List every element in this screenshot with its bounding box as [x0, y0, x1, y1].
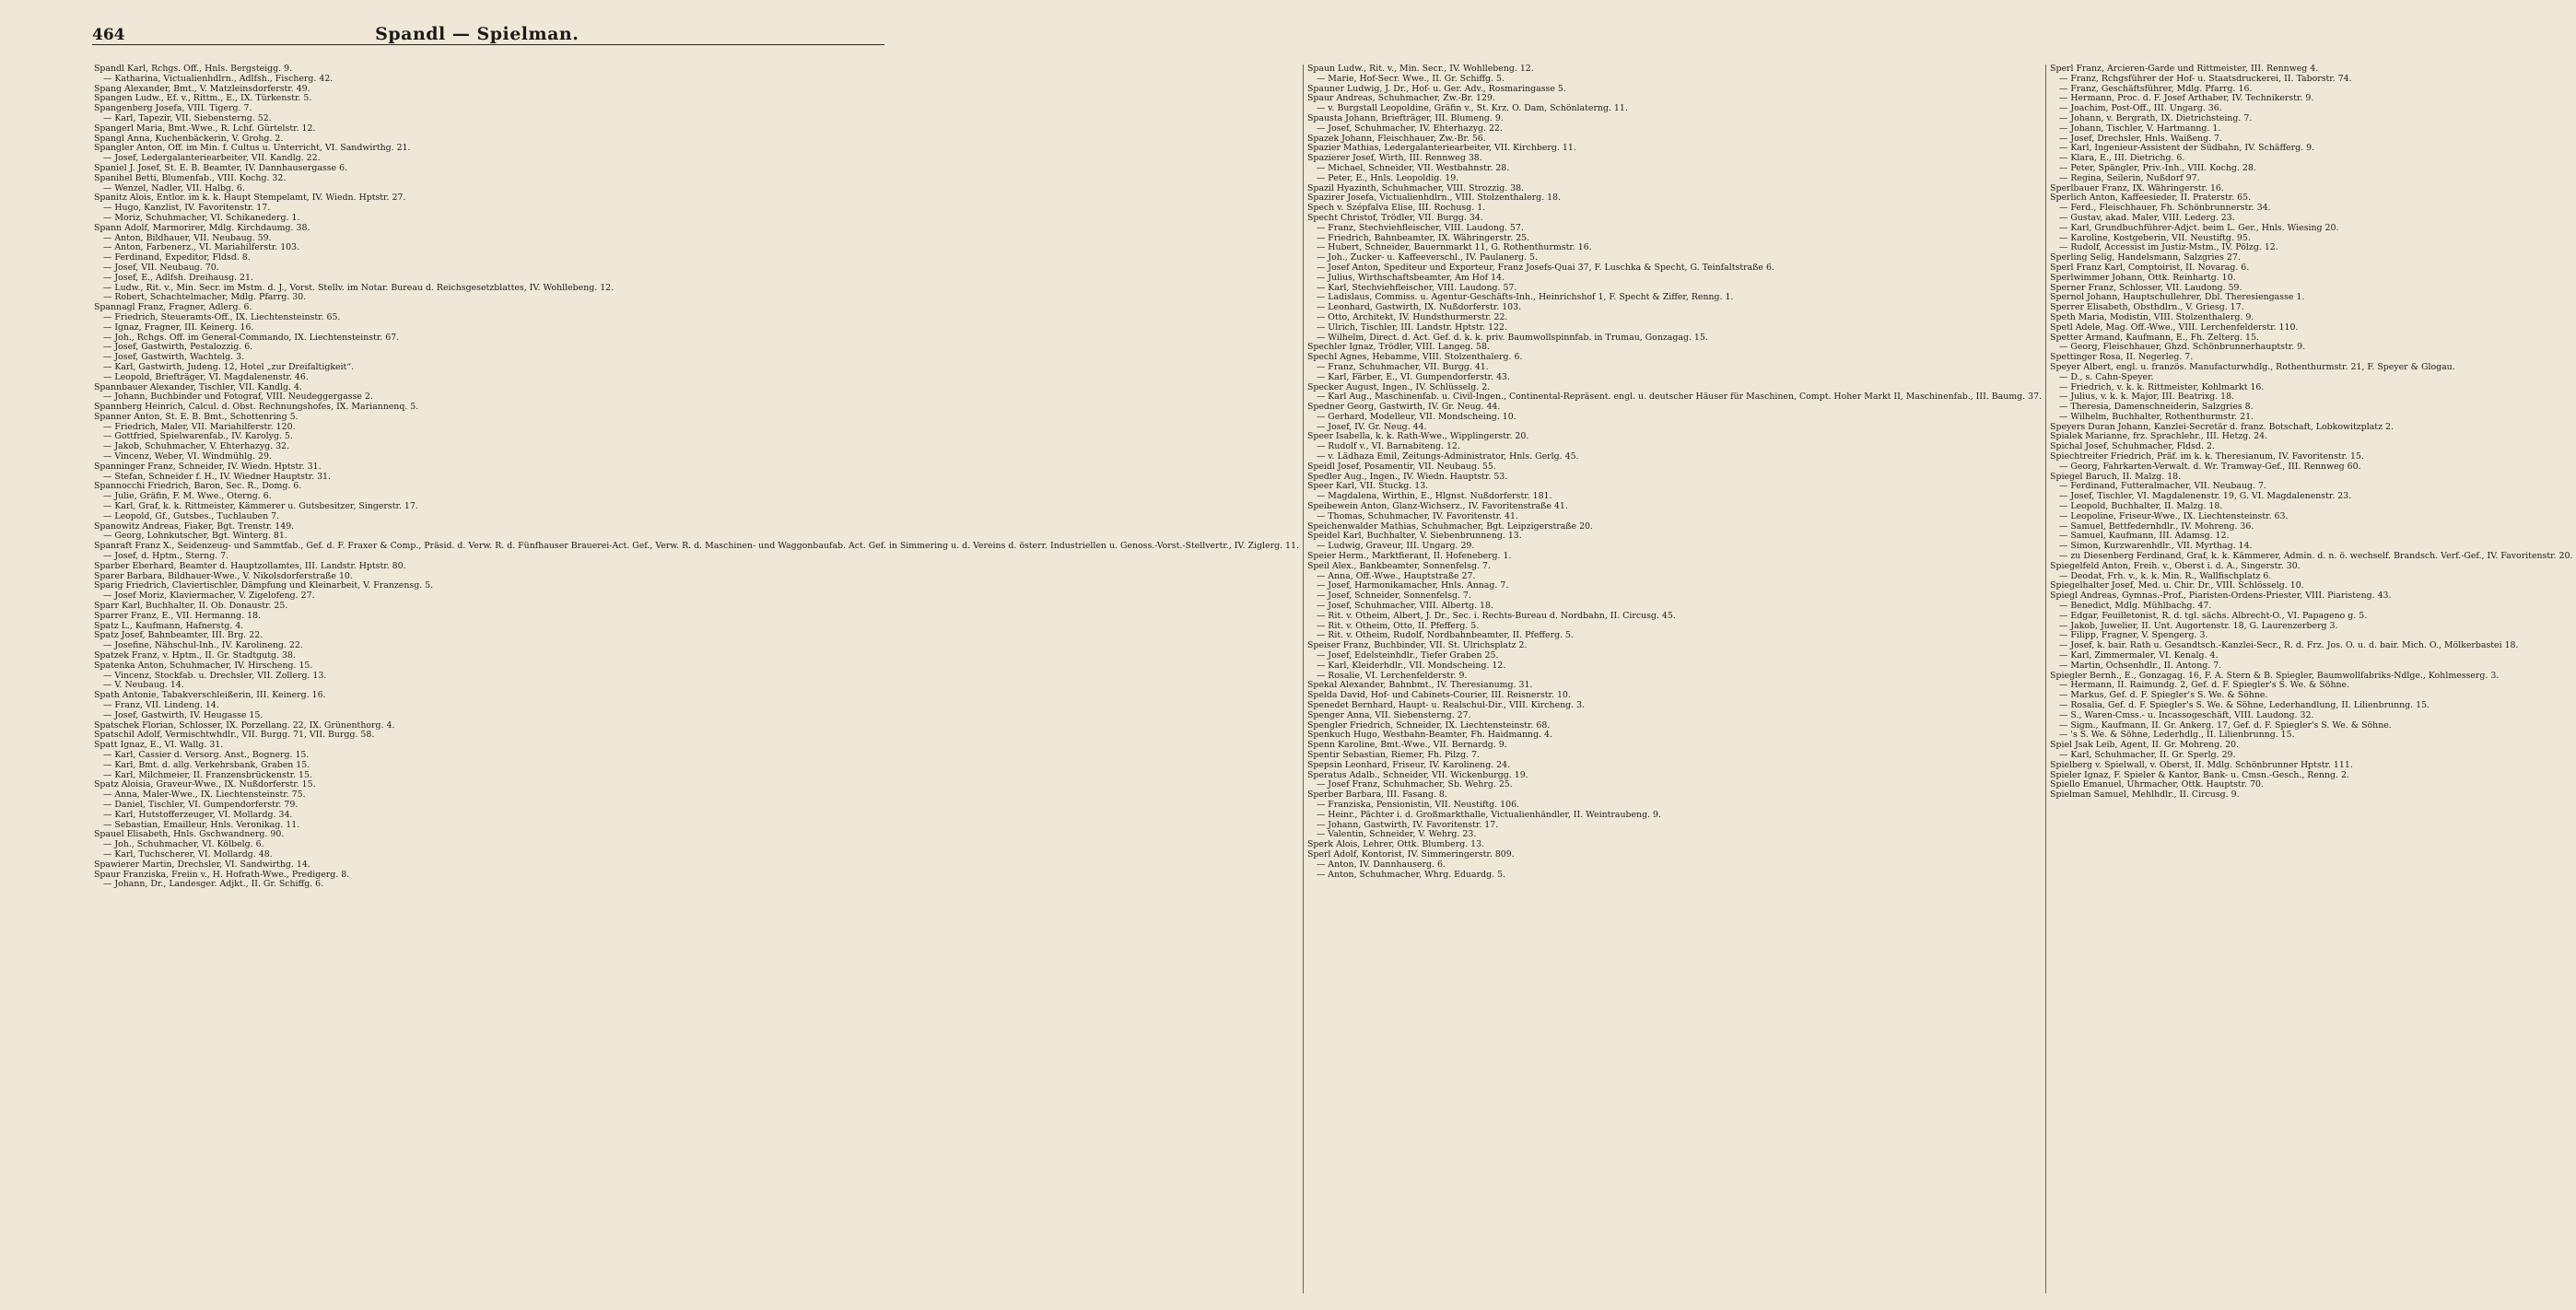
directory-entry: — Vincenz, Stockfab. u. Drechsler, VII. Zollerg. 13.	[103, 670, 327, 681]
directory-entry: Spaniel J. Josef, St. E. B. Beamter, IV. Dannhausergasse 6.	[94, 162, 348, 173]
directory-entry: — Rit. v. Otheim, Otto, II. Pfefferg. 5.	[1316, 620, 1480, 631]
directory-entry: Sperlich Anton, Kaffeesieder, II. Praterstr. 65.	[2050, 193, 2252, 204]
directory-entry: — Josefine, Nähschul-Inh., IV. Karolineng. 22.	[103, 640, 303, 651]
directory-entry: — Gottfried, Spielwarenfab., IV. Karolyg. 5.	[103, 431, 293, 442]
directory-entry: — Karl, Graf, k. k. Rittmeister, Kämmerer u. Gutsbesitzer, Singerstr. 17.	[103, 501, 418, 512]
directory-entry: Sperl Franz Karl, Comptoirist, II. Novarag. 6.	[2050, 262, 2250, 273]
directory-entry: Spenn Karoline, Bmt.-Wwe., VII. Bernardg. 9.	[1306, 740, 1507, 751]
directory-entry: — Karl, Tuchscherer, VI. Mollardg. 48.	[103, 848, 273, 860]
directory-entry: Sparer Barbara, Bildhauer-Wwe., V. Nikolsdorferstraße 10.	[94, 570, 353, 581]
directory-entry: — Karl, Hutstofferzeuger, VI. Mollardg. 34.	[103, 809, 293, 820]
directory-entry: — Josef, k. bair. Rath u. Gesandtsch.-Kanzlei-Secr., R. d. Frz. Jos. O. u. d. bair. Mich. O., Mölkerbastei 18.	[2059, 640, 2519, 651]
directory-entry: — Samuel, Bettfedernhdlr., IV. Mohreng. 36.	[2059, 520, 2254, 532]
directory-entry: Spekal Alexander, Bahnbmt., IV. Theresianumg. 31.	[1306, 680, 1533, 691]
directory-entry: Spettinger Rosa, II. Negerleg. 7.	[2050, 352, 2194, 363]
directory-entry: — Anna, Maler-Wwe., IX. Liechtensteinstr. 75.	[103, 790, 306, 801]
directory-entry: — Josef, IV. Gr. Neug. 44.	[1316, 421, 1427, 432]
directory-entry: — Michael, Schneider, VII. Westbahnstr. 28.	[1316, 162, 1510, 173]
directory-entry: Spanitz Alois, Entlor. im k. k. Haupt Stempelamt, IV. Wiedn. Hptstr. 27.	[94, 193, 406, 204]
directory-entry: — Johann, Dr., Landesger. Adjkt., II. Gr. Schiffg. 6.	[103, 879, 324, 890]
directory-entry: — Markus, Gef. d. F. Spiegler's S. We. & Söhne.	[2059, 690, 2268, 701]
directory-entry: Spanraft Franz X., Seidenzeug- und Sammtfab., Gef. d. F. Fraxer & Comp., Präsid. d. Verw. R. d. Fünfhauser Brauerei-Act. Gef., Verw. R. d. Maschinen- und Waggonbaufab. Act. Gef. in Simmering u. d. Vereins d. österr. Industriellen u. Genoss.-Vorst.-Stellvertr., IV. Ziglerg. 11.	[94, 541, 1299, 552]
directory-entry: Speidel Karl, Buchhalter, V. Siebenbrunneng. 13.	[1306, 531, 1522, 542]
page-title: Spandl — Spielman.	[375, 24, 580, 44]
directory-entry: Spazek Johann, Fleischhauer, Zw.-Br. 56.	[1306, 133, 1486, 144]
directory-entry: — Johann, Buchbinder und Fotograf, VIII. Neudeggergasse 2.	[103, 392, 373, 403]
directory-entry: — Rudolf, Accessist im Justiz-Mstm., IV. Pölzg. 12.	[2059, 242, 2278, 253]
directory-entry: Spangen Ludw., Ef. v., Rittm., E., IX. Türkenstr. 5.	[94, 93, 312, 104]
directory-entry: — Regina, Seilerin, Nußdorf 97.	[2059, 172, 2200, 183]
directory-entry: — Otto, Architekt, IV. Hundsthurmerstr. 22.	[1316, 311, 1508, 322]
directory-entry: Spatz Josef, Bahnbeamter, III. Brg. 22.	[94, 630, 263, 641]
directory-columns	[90, 64, 2573, 1293]
page-number: 464	[92, 26, 125, 44]
directory-entry: — Gerhard, Modelleur, VII. Mondscheing. 10.	[1316, 411, 1516, 422]
directory-entry: Spielman Samuel, Mehlhdlr., II. Circusg. 9.	[2050, 790, 2240, 801]
directory-entry: Spechl Agnes, Hebamme, VIII. Stolzenthalerg. 6.	[1306, 352, 1523, 363]
directory-entry: Spaur Andreas, Schuhmacher, Zw.-Br. 129.	[1306, 93, 1495, 104]
directory-entry: — Wilhelm, Buchhalter, Rothenthurmstr. 21.	[2059, 411, 2254, 422]
directory-entry: — Anton, Bildhauer, VII. Neubaug. 59.	[103, 232, 272, 243]
directory-entry: — Stefan, Schneider f. H., IV. Wiedner Hauptstr. 31.	[103, 471, 331, 482]
directory-entry: Spawierer Martin, Drechsler, VI. Sandwirthg. 14.	[94, 859, 310, 870]
directory-entry: Spetl Adele, Mag. Off.-Wwe., VIII. Lerchenfelderstr. 110.	[2050, 322, 2299, 333]
directory-entry: Spengler Friedrich, Schneider, IX. Liechtensteinstr. 68.	[1306, 719, 1551, 731]
directory-entry: — Josef, Schuhmacher, IV. Ehterhazyg. 22.	[1316, 123, 1503, 134]
directory-entry: Spannocchi Friedrich, Baron, Sec. R., Domg. 6.	[94, 481, 302, 492]
directory-entry: — Josef, Gastwirth, Wachtelg. 3.	[103, 352, 245, 363]
directory-entry: Sperner Franz, Schlosser, VII. Laudong. 59.	[2050, 282, 2242, 293]
directory-entry: Spazierer Josef, Wirth, III. Rennweg 38.	[1306, 153, 1482, 164]
directory-entry: — Josef, Gastwirth, IV. Heugasse 15.	[103, 709, 263, 720]
directory-entry: — Karoline, Kostgeberin, VII. Neustiftg. 95.	[2059, 232, 2251, 243]
directory-entry: — zu Diesenberg Ferdinand, Graf, k. k. Kämmerer, Admin. d. n. ö. wechself. Brandsch. Verf.-Gef., IV. Favoritenstr. 20.	[2059, 551, 2573, 562]
directory-entry: — Karl, Ingenieur-Assistent der Südbahn, IV. Schäfferg. 9.	[2059, 143, 2315, 154]
directory-entry: Spannagl Franz, Fragner, Adlerg. 6.	[94, 302, 252, 313]
directory-entry: Speratus Adalb., Schneider, VII. Wickenburgg. 19.	[1306, 769, 1528, 780]
directory-entry: — Karl, Schuhmacher, II. Gr. Sperlg. 29.	[2059, 749, 2236, 760]
directory-entry: — Franziska, Pensionistin, VII. Neustiftg. 106.	[1316, 799, 1520, 810]
directory-entry: — Klara, E., III. Dietrichg. 6.	[2059, 153, 2185, 164]
directory-entry: — Josef, Schuhmacher, VIII. Albertg. 18.	[1316, 601, 1493, 612]
directory-entry: — Ludwig, Graveur, III. Ungarg. 29.	[1316, 541, 1475, 552]
directory-entry: — Georg, Fleischhauer, Ghzd. Schönbrunnerhauptstr. 9.	[2059, 342, 2306, 353]
directory-entry: — Karl, Färber, E., VI. Gumpendorferstr. 43.	[1316, 371, 1510, 382]
directory-entry: Spatt Ignaz, E., VI. Wallg. 31.	[94, 740, 224, 751]
directory-entry: — Wenzel, Nadler, VII. Halbg. 6.	[103, 182, 245, 193]
directory-entry: Spatzek Franz, v. Hptm., II. Gr. Stadtgutg. 38.	[94, 650, 296, 661]
directory-entry: Spatschil Adolf, Vermischtwhdlr., VII. Burgg. 71, VII. Burgg. 58.	[94, 730, 375, 741]
directory-entry: — Joh., Rchgs. Off. im General-Commando, IX. Liechtensteinstr. 67.	[103, 332, 400, 343]
directory-entry: Sperling Selig, Handelsmann, Salzgries 27.	[2050, 252, 2241, 263]
directory-entry: — D., s. Cahn-Speyer.	[2059, 371, 2154, 382]
directory-entry: — Franz, Rchgsführer der Hof- u. Staatsdruckerei, II. Taborstr. 74.	[2059, 73, 2352, 84]
directory-entry: Sparig Friedrich, Claviertischler, Dämpfung und Kleinarbeit, V. Franzensg. 5.	[94, 580, 434, 591]
directory-entry: — Josef, Gastwirth, Pestalozzig. 6.	[103, 342, 253, 353]
directory-entry: Spichal Josef, Schuhmacher, Fldsd. 2.	[2050, 441, 2215, 452]
column-3	[2045, 64, 2576, 1293]
directory-entry: — Friedrich, v. k. k. Rittmeister, Kohlmarkt 16.	[2059, 381, 2265, 392]
directory-entry: Spenedet Bernhard, Haupt- u. Realschul-Dir., VIII. Kircheng. 3.	[1306, 700, 1586, 710]
directory-entry: — Josef, Tischler, VI. Magdalenenstr. 19, G. VI. Magdalenenstr. 23.	[2059, 491, 2352, 502]
directory-entry: — Karl, Zimmermaler, VI. Kenalg. 4.	[2059, 650, 2219, 661]
directory-entry: Sperl Franz, Arcieren-Garde und Rittmeister, III. Rennweg 4.	[2050, 64, 2319, 74]
directory-entry: Spechler Ignaz, Trödler, VIII. Langeg. 58.	[1306, 342, 1490, 353]
directory-entry: Speyers Duran Johann, Kanzlei-Secretär d. franz. Botschaft, Lobkowitzplatz 2.	[2050, 421, 2394, 432]
directory-entry: Speer Karl, VII. Stuckg. 13.	[1306, 481, 1429, 492]
directory-entry: — Leonhard, Gastwirth, IX. Nußdorferstr. 103.	[1316, 302, 1522, 313]
directory-entry: Spanowitz Andreas, Fiaker, Bgt. Trenstr. 149.	[94, 520, 295, 532]
directory-entry: — v. Burgstall Leopoldine, Gräfin v., St. Krz. O. Dam, Schönlaterng. 11.	[1316, 103, 1628, 114]
directory-entry: Spiegelhalter Josef, Med. u. Chir. Dr., VIII. Schlösselg. 10.	[2050, 580, 2304, 591]
directory-entry: — Josef, Drechsler, Hnls. Waißeng. 7.	[2059, 133, 2222, 144]
directory-entry: — Katharina, Victualienhdlrn., Adlfsh., Fischerg. 42.	[103, 73, 334, 84]
directory-entry: Spangler Anton, Off. im Min. f. Cultus u. Unterricht, VI. Sandwirthg. 21.	[94, 143, 411, 154]
directory-entry: Spiegel Baruch, II. Malzg. 18.	[2050, 471, 2182, 482]
directory-entry: Spang Alexander, Bmt., V. Matzleinsdorferstr. 49.	[94, 83, 310, 94]
directory-entry: Spannbauer Alexander, Tischler, VII. Kandlg. 4.	[94, 381, 302, 392]
directory-entry: — Anton, Schuhmacher, Whrg. Eduardg. 5.	[1316, 869, 1506, 880]
directory-entry: — Josef, Harmonikamacher, Hnls. Annag. 7.	[1316, 580, 1509, 591]
directory-entry: — Josef Moriz, Klaviermacher, V. Zigelofeng. 27.	[103, 591, 315, 602]
directory-entry: Speibewein Anton, Glanz-Wichserz., IV. Favoritenstraße 41.	[1306, 501, 1568, 512]
directory-entry: — Leopold, Briefträger, VI. Magdalenenstr. 46.	[103, 371, 309, 382]
directory-entry: Spetter Armand, Kaufmann, E., Fh. Zelterg. 15.	[2050, 332, 2259, 343]
directory-entry: — Joh., Schuhmacher, VI. Kölbelg. 6.	[103, 839, 264, 850]
directory-entry: Spielberg v. Spielwall, v. Oberst, II. Mdlg. Schönbrunner Hptstr. 111.	[2050, 759, 2353, 770]
directory-entry: — Anton, IV. Dannhauserg. 6.	[1316, 859, 1446, 870]
directory-entry: — Marie, Hof-Secr. Wwe., II. Gr. Schiffg. 5.	[1316, 73, 1505, 84]
directory-entry: Speth Maria, Modistin, VIII. Stolzenthalerg. 9.	[2050, 311, 2254, 322]
directory-entry: — Franz, VII. Lindeng. 14.	[103, 700, 219, 710]
directory-entry: — Theresia, Damenschneiderin, Salzgries 8.	[2059, 402, 2254, 413]
directory-entry: Sperl Adolf, Kontorist, IV. Simmeringerstr. 809.	[1306, 848, 1515, 860]
directory-entry: Spenger Anna, VII. Siebensterng. 27.	[1306, 709, 1471, 720]
directory-entry: Spelda David, Hof- und Cabinets-Courier, III. Reisnerstr. 10.	[1306, 690, 1571, 701]
directory-entry: Sperber Barbara, III. Fasang. 8.	[1306, 790, 1447, 801]
directory-entry: — Josef, VII. Neubaug. 70.	[103, 262, 219, 273]
directory-entry: Sperlwimmer Johann, Ottk. Reinhartg. 10.	[2050, 272, 2236, 283]
directory-entry: Spiegler Bernh., E., Gonzagag. 16, F. A. Stern & B. Spiegler, Baumwollfabriks-Ndlge., Kohlmesserg. 3.	[2050, 670, 2500, 681]
directory-entry: Spangerl Maria, Bmt.-Wwe., R. Lchf. Gürtelstr. 12.	[94, 123, 316, 134]
directory-entry: — Anna, Off.-Wwe., Hauptstraße 27.	[1316, 570, 1476, 581]
directory-entry: — Ulrich, Tischler, III. Landstr. Hptstr. 122.	[1316, 322, 1507, 333]
directory-entry: — Hermann, II. Raimundg. 2, Gef. d. F. Spiegler's S. We. & Söhne.	[2059, 680, 2350, 691]
directory-entry: Spernol Johann, Hauptschullehrer, Dbl. Theresiengasse 1.	[2050, 292, 2305, 303]
directory-entry: — Joh., Zucker- u. Kaffeeverschl., IV. Paulanerg. 5.	[1316, 252, 1538, 263]
directory-entry: — Karl Aug., Maschinenfab. u. Civil-Ingen., Continental-Repräsent. engl. u. deutscher Häuser für Maschinen, Compt. Hoher Markt II, Maschinenfab., III. Baumg. 37.	[1316, 392, 2043, 403]
directory-entry: — Friedrich, Maler, VII. Mariahilferstr. 120.	[103, 421, 296, 432]
directory-entry: Spenkuch Hugo, Westbahn-Beamter, Fh. Haidmanng. 4.	[1306, 730, 1552, 741]
directory-entry: Spech v. Szépfalva Elise, III. Rochusg. 1.	[1306, 203, 1486, 214]
directory-entry: — Karl, Cassier d. Versorg. Anst., Bognerg. 15.	[103, 749, 310, 760]
directory-entry: — Josef, d. Hptm., Sterng. 7.	[103, 551, 229, 562]
directory-entry: — Filipp, Fragner, V. Spengerg. 3.	[2059, 630, 2208, 641]
column-2	[1303, 64, 2045, 1293]
directory-entry: Spieler Ignaz, F. Spieler & Kantor, Bank- u. Cmsn.-Gesch., Renng. 2.	[2050, 769, 2349, 780]
directory-entry: — Ladislaus, Commiss. u. Agentur-Geschäfts-Inh., Heinrichshof 1, F. Specht & Ziffer, Renng. 1.	[1316, 292, 1734, 303]
directory-entry: Spedner Georg, Gastwirth, IV. Gr. Neug. 44.	[1306, 402, 1501, 413]
directory-entry: — Peter, E., Hnls. Leopoldig. 19.	[1316, 172, 1459, 183]
directory-entry: Spangenberg Josefa, VIII. Tigerg. 7.	[94, 103, 252, 114]
directory-entry: — Robert, Schachtelmacher, Mdlg. Pfarrg. 30.	[103, 292, 307, 303]
directory-entry: — Josef Franz, Schuhmacher, Sb. Wehrg. 25.	[1316, 779, 1513, 790]
directory-entry: — Karl, Gastwirth, Judeng. 12, Hotel „zur Dreifaltigkeit“.	[103, 361, 355, 372]
directory-entry: Speiser Franz, Buchbinder, VII. St. Ulrichsplatz 2.	[1306, 640, 1528, 651]
directory-entry: — 's S. We. & Söhne, Lederhdlg., II. Lilienbrunng. 15.	[2059, 730, 2295, 741]
directory-entry: — Gustav, akad. Maler, VIII. Lederg. 23.	[2059, 212, 2235, 223]
directory-entry: Sperrer Elisabeth, Obsthdlrn., V. Griesg. 17.	[2050, 302, 2244, 313]
directory-entry: — Josef, Ledergalanteriearbeiter, VII. Kandlg. 22.	[103, 153, 321, 164]
directory-entry: Speichenwalder Mathias, Schuhmacher, Bgt. Leipzigerstraße 20.	[1306, 520, 1593, 532]
directory-entry: — Rosalie, VI. Lerchenfelderstr. 9.	[1316, 670, 1468, 681]
directory-entry: Spausta Johann, Briefträger, III. Blumeng. 9.	[1306, 112, 1504, 123]
directory-entry: Spatschek Florian, Schlosser, IX. Porzellang. 22, IX. Grünenthorg. 4.	[94, 719, 395, 731]
directory-entry: Speer Isabella, k. k. Rath-Wwe., Wipplingerstr. 20.	[1306, 431, 1529, 442]
directory-entry: Spanninger Franz, Schneider, IV. Wiedn. Hptstr. 31.	[94, 461, 322, 472]
directory-entry: Spiegelfeld Anton, Freih. v., Oberst i. d. A., Singerstr. 30.	[2050, 560, 2301, 571]
directory-entry: — V. Neubaug. 14.	[103, 680, 184, 691]
directory-entry: — Hermann, Proc. d. F. Josef Arthaber, IV. Technikerstr. 9.	[2059, 93, 2314, 104]
directory-entry: Spauel Elisabeth, Hnls. Gschwandnerg. 90.	[94, 829, 285, 840]
directory-entry: Spatz Aloisia, Graveur-Wwe., IX. Nußdorferstr. 15.	[94, 779, 316, 790]
directory-entry: — Magdalena, Wirthin, E., Hlgnst. Nußdorferstr. 181.	[1316, 491, 1552, 502]
directory-entry: — Rosalia, Gef. d. F. Spiegler's S. We. & Söhne, Lederhandlung, II. Lilienbrunng. 15.	[2059, 700, 2430, 710]
directory-entry: Speil Alex., Bankbeamter, Sonnenfelsg. 7.	[1306, 560, 1491, 571]
directory-entry: — Simon, Kurzwarenhdlr., VII. Myrthag. 14.	[2059, 541, 2253, 552]
directory-entry: — Julie, Gräfin, F. M. Wwe., Oterng. 6.	[103, 491, 272, 502]
directory-entry: — S., Waren-Cmss.- u. Incassogeschäft, VIII. Laudong. 32.	[2059, 709, 2314, 720]
directory-entry: Sparrer Franz, E., VII. Hermanng. 18.	[94, 610, 262, 621]
directory-entry: — Josef, E., Adlfsh. Dreihausg. 21.	[103, 272, 253, 283]
directory-entry: — Johann, Tischler, V. Hartmanng. 1.	[2059, 123, 2221, 134]
directory-entry: — Franz, Stechviehfleischer, VIII. Laudong. 57.	[1316, 222, 1524, 233]
directory-entry: — Hugo, Kanzlist, IV. Favoritenstr. 17.	[103, 203, 271, 214]
directory-entry: — Josef, Schneider, Sonnenfelsg. 7.	[1316, 591, 1471, 602]
directory-entry: — Karl, Stechviehfleischer, VIII. Laudong. 57.	[1316, 282, 1517, 293]
column-3-entries	[2050, 64, 2572, 801]
directory-entry: Spedler Aug., Ingen., IV. Wiedn. Hauptstr. 53.	[1306, 471, 1508, 482]
directory-entry: Spandl Karl, Rchgs. Off., Hnls. Bergsteigg. 9.	[94, 64, 293, 74]
column-2-entries	[1307, 64, 2042, 880]
directory-entry: Sparr Karl, Buchhalter, II. Ob. Donaustr. 25.	[94, 601, 288, 612]
directory-entry: — Edgar, Feuilletonist, R. d. tgl. sächs. Albrecht-O., VI. Papageno g. 5.	[2059, 610, 2368, 621]
directory-entry: — Daniel, Tischler, VI. Gumpendorferstr. 79.	[103, 799, 299, 810]
directory-entry: — Georg, Lohnkutscher, Bgt. Winterg. 81.	[103, 531, 287, 542]
directory-entry: Spiello Emanuel, Uhrmacher, Ottk. Hauptstr. 70.	[2050, 779, 2264, 790]
page-header	[92, 13, 884, 45]
directory-entry: — Benedict, Mdlg. Mühlbachg. 47.	[2059, 601, 2212, 612]
directory-entry: Spanner Anton, St. E. B. Bmt., Schottenring 5.	[94, 411, 299, 422]
directory-entry: — Jakob, Schuhmacher, V. Ehterhazyg. 32.	[103, 441, 290, 452]
column-1	[90, 64, 1303, 1293]
directory-entry: Spann Adolf, Marmorirer, Mdlg. Kirchdaumg. 38.	[94, 222, 310, 233]
column-1-entries	[94, 64, 1299, 890]
directory-entry: Spaun Ludw., Rit. v., Min. Secr., IV. Wohllebeng. 12.	[1306, 64, 1534, 74]
directory-entry: Spaur Franziska, Freiin v., H. Hofrath-Wwe., Predigerg. 8.	[94, 869, 350, 880]
directory-entry: — Moriz, Schuhmacher, VI. Schikanederg. 1.	[103, 212, 300, 223]
directory-entry: Sperlbauer Franz, IX. Währingerstr. 16.	[2050, 182, 2224, 193]
directory-entry: Specker August, Ingen., IV. Schlüsselg. 2.	[1306, 381, 1491, 392]
directory-entry: — Friedrich, Steueramts-Off., IX. Liechtensteinstr. 65.	[103, 311, 341, 322]
directory-entry: — Karl, Milchmeier, II. Franzensbrückenstr. 15.	[103, 769, 312, 780]
directory-entry: — Ferdinand, Futteralmacher, VII. Neubaug. 7.	[2059, 481, 2266, 492]
directory-entry: — Franz, Schuhmacher, VII. Burgg. 41.	[1316, 361, 1489, 372]
directory-entry: — Ignaz, Fragner, III. Keinerg. 16.	[103, 322, 254, 333]
directory-entry: — Friedrich, Bahnbeamter, IX. Währingerstr. 25.	[1316, 232, 1530, 243]
directory-entry: — Karl, Grundbuchführer-Adjct. beim L. Ger., Hnls. Wiesing 20.	[2059, 222, 2339, 233]
directory-entry: — Ludw., Rit. v., Min. Secr. im Mstm. d. J., Vorst. Stellv. im Notar. Bureau d. Reichsgesetzblattes, IV. Wohllebeng. 12.	[103, 282, 615, 293]
directory-entry: — Karl, Bmt. d. allg. Verkehrsbank, Graben 15.	[103, 759, 310, 770]
directory-entry: — Sigm., Kaufmann, II. Gr. Ankerg. 17, Gef. d. F. Spiegler's S. We. & Söhne.	[2059, 719, 2392, 731]
directory-entry: — Johann, Gastwirth, IV. Favoritenstr. 17.	[1316, 819, 1499, 830]
directory-entry: — Samuel, Kaufmann, III. Adamsg. 12.	[2059, 531, 2230, 542]
directory-entry: — Karl, Tapezir, VII. Siebensterng. 52.	[103, 112, 272, 123]
directory-entry: — Thomas, Schuhmacher, IV. Favoritenstr. 41.	[1316, 510, 1518, 521]
directory-entry: Spiel Jsak Leib, Agent, II. Gr. Mohreng. 20.	[2050, 740, 2240, 751]
directory-entry: — Hubert, Schneider, Bauernmarkt 11, G. Rothenthurmstr. 16.	[1316, 242, 1592, 253]
directory-entry: — v. Lädhaza Emil, Zeitungs-Administrator, Hnls. Gerlg. 45.	[1316, 451, 1579, 462]
directory-entry: Spauner Ludwig, J. Dr., Hof- u. Ger. Adv., Rosmaringasse 5.	[1306, 83, 1566, 94]
directory-entry: Spangl Anna, Kuchenbäckerin, V. Grohg. 2.	[94, 133, 284, 144]
directory-entry: Spazil Hyazinth, Schuhmacher, VIII. Strozzig. 38.	[1306, 182, 1525, 193]
directory-entry: Speier Herm., Marktfierant, II. Hofeneberg. 1.	[1306, 551, 1512, 562]
directory-entry: — Rudolf v., VI. Barnabiteng. 12.	[1316, 441, 1460, 452]
directory-entry: Spanihel Betti, Blumenfab., VIII. Kochg. 32.	[94, 172, 287, 183]
directory-entry: — Georg, Fahrkarten-Verwalt. d. Wr. Tramway-Gef., III. Rennweg 60.	[2059, 461, 2361, 472]
directory-entry: — Peter, Spängler, Priv.-Inh., VIII. Kochg. 28.	[2059, 162, 2256, 173]
directory-entry: — Leopold, Gf., Gutsbes., Tuchlauben 7.	[103, 510, 280, 521]
directory-entry: Spatenka Anton, Schuhmacher, IV. Hirscheng. 15.	[94, 660, 313, 671]
directory-entry: — Valentin, Schneider, V. Wehrg. 23.	[1316, 829, 1477, 840]
directory-entry: — Vincenz, Weber, VI. Windmühlg. 29.	[103, 451, 272, 462]
directory-entry: Spazier Mathias, Ledergalanteriearbeiter, VII. Kirchberg. 11.	[1306, 143, 1576, 154]
directory-entry: Spialek Marianne, frz. Sprachlehr., III. Hetzg. 24.	[2050, 431, 2268, 442]
directory-entry: — Heinr., Pächter i. d. Großmarkthalle, Victualienhändler, II. Weintraubeng. 9.	[1316, 809, 1661, 820]
directory-entry: — Rit. v. Otheim, Albert, J. Dr., Sec. i. Rechts-Bureau d. Nordbahn, II. Circusg. 45.	[1316, 610, 1676, 621]
directory-entry: — Franz, Geschäftsführer, Mdlg. Pfarrg. 16.	[2059, 83, 2253, 94]
directory-entry: Spepsin Leonhard, Friseur, IV. Karolineng. 24.	[1306, 759, 1511, 770]
directory-entry: Speidl Josef, Posamentir, VII. Neubaug. 55.	[1306, 461, 1496, 472]
directory-entry: Spentir Sebastian, Riemer, Fh. Pilzg. 7.	[1306, 749, 1481, 760]
directory-entry: — Sebastian, Emailleur, Hnls. Veronikag. 11.	[103, 819, 300, 830]
directory-entry: — Deodat, Frh. v., k. k. Min. R., Wallfischplatz 6.	[2059, 570, 2272, 581]
directory-entry: Sperk Alois, Lehrer, Ottk. Blumberg. 13.	[1306, 839, 1485, 850]
directory-entry: Spiechtreiter Friedrich, Präf. im k. k. Theresianum, IV. Favoritenstr. 15.	[2050, 451, 2364, 462]
directory-entry: — Julius, v. k. k. Major, III. Beatrixg. 18.	[2059, 392, 2235, 403]
directory-entry: — Martin, Ochsenhdlr., II. Antong. 7.	[2059, 660, 2222, 671]
directory-entry: — Josef Anton, Spediteur und Exporteur, Franz Josefs-Quai 37, F. Luschka & Specht, G. Teinfaltstraße 6.	[1316, 262, 1774, 273]
directory-entry: — Karl, Kleiderhdlr., VII. Mondscheing. 12.	[1316, 660, 1506, 671]
directory-entry: — Leopoline, Friseur-Wwe., IX. Liechtensteinstr. 63.	[2059, 510, 2289, 521]
directory-entry: Spiegl Andreas, Gymnas.-Prof., Piaristen-Ordens-Priester, VIII. Piaristeng. 43.	[2050, 591, 2392, 602]
directory-entry: — Ferdinand, Expeditor, Fldsd. 8.	[103, 252, 251, 263]
directory-entry: — Ferd., Fleischhauer, Fh. Schönbrunnerstr. 34.	[2059, 203, 2271, 214]
directory-entry: — Johann, v. Bergrath, IX. Dietrichsteing. 7.	[2059, 112, 2253, 123]
directory-entry: — Leopold, Buchhalter, II. Malzg. 18.	[2059, 501, 2223, 512]
directory-entry: — Joachim, Post-Off., III. Ungarg. 36.	[2059, 103, 2222, 114]
directory-entry: — Julius, Wirthschaftsbeamter, Am Hof 14.	[1316, 272, 1505, 283]
directory-entry: — Josef, Edelsteinhdlr., Tiefer Graben 25.	[1316, 650, 1499, 661]
directory-entry: Spannberg Heinrich, Calcul. d. Obst. Rechnungshofes, IX. Mariannenq. 5.	[94, 402, 419, 413]
directory-entry: — Rit. v. Otheim, Rudolf, Nordbahnbeamter, II. Pfefferg. 5.	[1316, 630, 1574, 641]
directory-entry: — Anton, Farbenerz., VI. Mariahilferstr. 103.	[103, 242, 300, 253]
directory-entry: Speyer Albert, engl. u. französ. Manufacturwhdlg., Rothenthurmstr. 21, F. Speyer & Glogau.	[2050, 361, 2455, 372]
directory-entry: Spath Antonie, Tabakverschleißerin, III. Keinerg. 16.	[94, 690, 326, 701]
directory-entry: — Jakob, Juwelier, II. Unt. Augortenstr. 18, G. Laurenzerberg 3.	[2059, 620, 2338, 631]
directory-entry: Sparber Eberhard, Beamter d. Hauptzollamtes, III. Landstr. Hptstr. 80.	[94, 560, 406, 571]
directory-entry: Spazirer Josefa, Victualienhdlrn., VIII. Stolzenthalerg. 18.	[1306, 193, 1561, 204]
directory-entry: — Wilhelm, Direct. d. Act. Gef. d. k. k. priv. Baumwollspinnfab. in Trumau, Gonzagag. 15.	[1316, 332, 1708, 343]
directory-entry: Spatz L., Kaufmann, Hafnerstg. 4.	[94, 620, 244, 631]
directory-entry: Specht Christof, Trödler, VII. Burgg. 34.	[1306, 212, 1483, 223]
